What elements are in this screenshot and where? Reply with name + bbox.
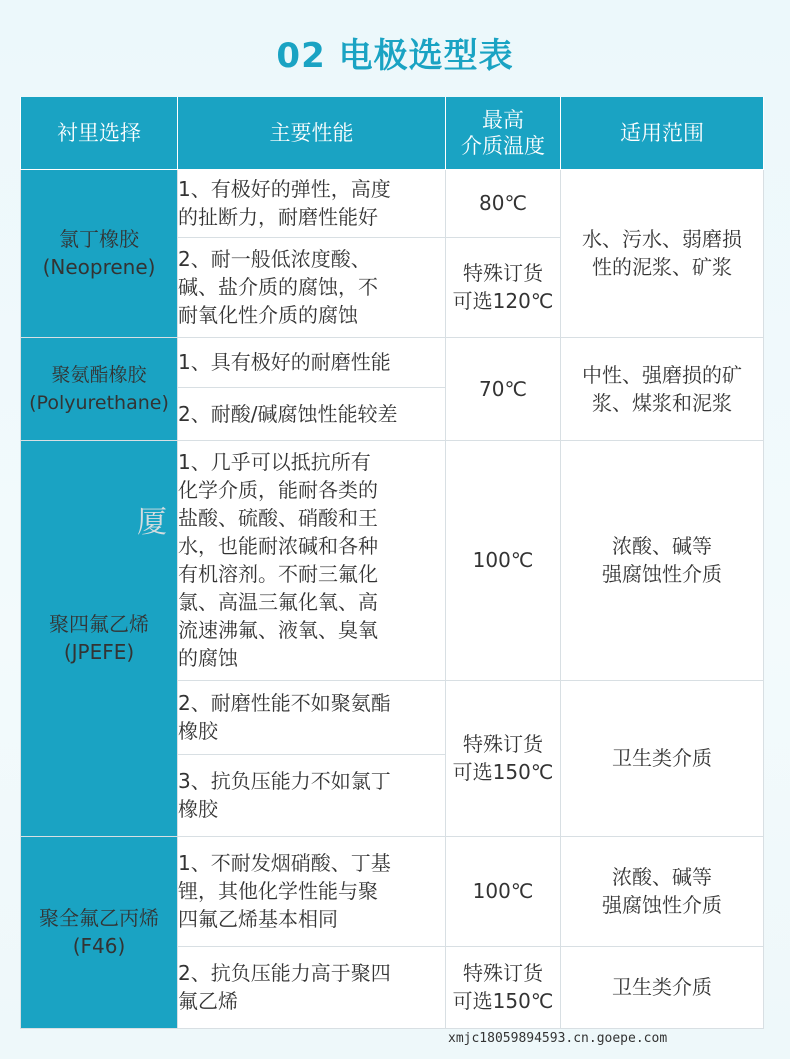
table-row [21, 440, 764, 680]
perf-neoprene-1: 1、有极好的弹性，高度 的扯断力，耐磨性能好 [178, 169, 446, 237]
perf-neoprene-2: 2、耐一般低浓度酸、 碱、盐介质的腐蚀，不 耐氧化性介质的腐蚀 [178, 237, 446, 337]
perf-ptfe-2: 2、耐磨性能不如聚氨酯 橡胶 [178, 680, 446, 754]
table-row [21, 337, 764, 387]
electrode-selection-table [20, 97, 764, 1029]
lining-neoprene: 氯丁橡胶 (Neoprene) [21, 169, 178, 337]
temp-f46-2: 特殊订货 可选150℃ [446, 946, 561, 1028]
header-temperature: 最高 介质温度 [446, 97, 561, 169]
range-ptfe-1: 浓酸、碱等 强腐蚀性介质 [561, 440, 764, 680]
header-lining: 衬里选择 [21, 97, 178, 169]
table-row [21, 169, 764, 237]
lining-polyurethane: 聚氨酯橡胶 (Polyurethane) [21, 337, 178, 440]
header-performance: 主要性能 [178, 97, 446, 169]
perf-f46-2: 2、抗负压能力高于聚四 氟乙烯 [178, 946, 446, 1028]
perf-polyurethane-1: 1、具有极好的耐磨性能 [178, 337, 446, 387]
lining-ptfe: 聚四氟乙烯 (JPEFE) [21, 440, 178, 836]
temp-ptfe-2: 特殊订货 可选150℃ [446, 680, 561, 836]
range-polyurethane: 中性、强磨损的矿 浆、煤浆和泥浆 [561, 337, 764, 440]
footer-url: xmjc18059894593.cn.goepe.com [448, 1031, 668, 1046]
temp-f46-1: 100℃ [446, 836, 561, 946]
range-neoprene: 水、污水、弱磨损 性的泥浆、矿浆 [561, 169, 764, 337]
lining-f46: 聚全氟乙丙烯 (F46) [21, 836, 178, 1028]
perf-ptfe-1: 1、几乎可以抵抗所有 化学介质，能耐各类的 盐酸、硫酸、硝酸和王 水，也能耐浓碱和各种 有机溶剂。不耐三氟化 氯、高温三氟化氧、高 流速沸氟、液氧、臭氧 的腐蚀 [178, 440, 446, 680]
temp-neoprene-2: 特殊订货 可选120℃ [446, 237, 561, 337]
temp-ptfe-1: 100℃ [446, 440, 561, 680]
temp-neoprene-1: 80℃ [446, 169, 561, 237]
perf-polyurethane-2: 2、耐酸/碱腐蚀性能较差 [178, 387, 446, 440]
temp-polyurethane: 70℃ [446, 337, 561, 440]
range-f46-1: 浓酸、碱等 强腐蚀性介质 [561, 836, 764, 946]
page-title: 02 电极选型表 [276, 36, 514, 76]
perf-ptfe-3: 3、抗负压能力不如氯丁 橡胶 [178, 754, 446, 836]
watermark: 厦 [137, 505, 167, 540]
table-row [21, 836, 764, 946]
range-ptfe-2: 卫生类介质 [561, 680, 764, 836]
range-f46-2: 卫生类介质 [561, 946, 764, 1028]
perf-f46-1: 1、不耐发烟硝酸、丁基 锂，其他化学性能与聚 四氟乙烯基本相同 [178, 836, 446, 946]
header-range: 适用范围 [561, 97, 764, 169]
table-header-row [21, 97, 764, 169]
